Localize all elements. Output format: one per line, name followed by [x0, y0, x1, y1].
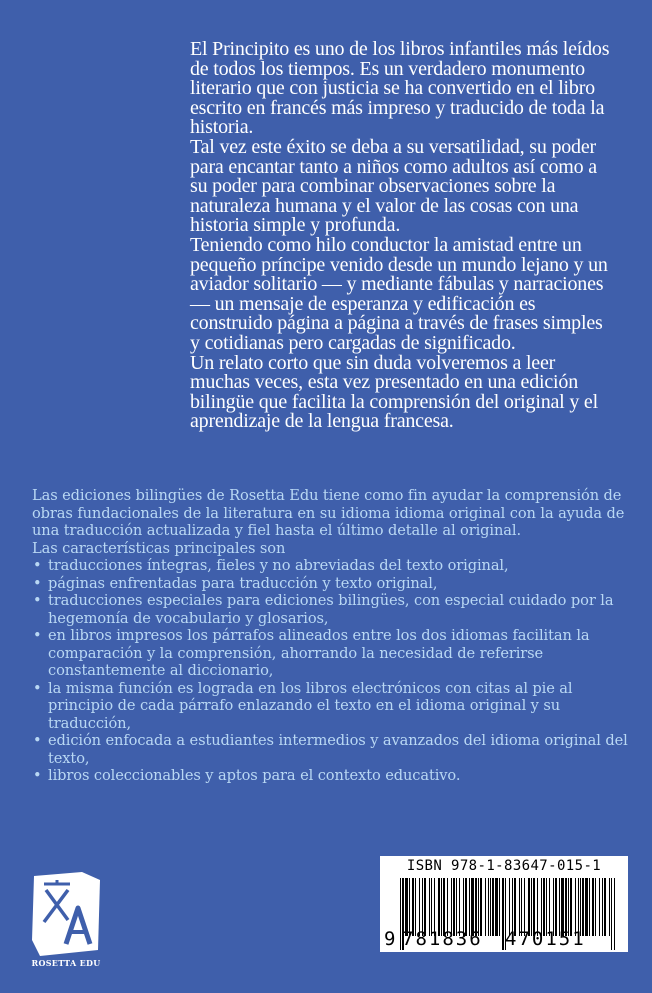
barcode-bar — [595, 878, 596, 936]
publisher-logo — [30, 870, 102, 974]
barcode-bar — [499, 878, 500, 936]
barcode-bar — [492, 878, 494, 936]
feature-item: • traducciones especiales para ediciones bilingües, con especial cuidado por la hegemonía de vocabulario y glosarios, — [32, 592, 628, 627]
barcode-digit-lead: 9 — [384, 928, 396, 950]
feature-item: • traducciones íntegras, fieles y no abreviadas del texto original, — [32, 557, 628, 575]
barcode-bar — [488, 878, 489, 936]
translate-icon — [30, 870, 102, 958]
publisher-name: ROSETTA EDU — [31, 958, 101, 968]
features-intro: Las ediciones bilingües de Rosetta Edu tiene como fin ayudar la comprensión de obras fundacionales de la literatura en su idioma idioma original con la ayuda de una traducción actualizada y fiel hasta el último detalle al original. — [32, 487, 625, 539]
barcode-bar — [485, 878, 486, 936]
barcode-bar — [604, 878, 606, 936]
barcode-bar — [614, 878, 615, 950]
feature-item: • páginas enfrentadas para traducción y texto original, — [32, 575, 628, 593]
back-cover-blurb — [190, 40, 610, 432]
barcode-bar — [589, 878, 590, 936]
blurb-paragraph: El Principito es uno de los libros infantiles más leídos de todos los tiempos. Es un verdadero monumento literario que con justicia se ha convertido en el libro escrito en francés más impreso y traducido de toda la historia. — [190, 38, 610, 139]
feature-item: • edición enfocada a estudiantes intermedios y avanzados del idioma original del texto, — [32, 732, 628, 767]
barcode-digit-group: 781836 — [402, 928, 483, 950]
barcode-bar — [611, 878, 612, 950]
feature-item: • en libros impresos los párrafos alineados entre los dos idiomas facilitan la comparación y la comprensión, ahorrando la necesidad de referirse constantemente al diccionario, — [32, 627, 628, 680]
blurb-paragraph: Un relato corto que sin duda volveremos a leer muchas veces, esta vez presentado en una edición bilingüe que facilita la comprensión del original y el aprendizaje de la lengua francesa. — [190, 351, 598, 433]
feature-item: • libros coleccionables y aptos para el contexto educativo. — [32, 767, 628, 785]
blurb-paragraph: Teniendo como hilo conductor la amistad entre un pequeño príncipe venido desde un mundo lejano y un aviador solitario — y mediante fábulas y narraciones — un mensaje de esperanza y edificación es construido página a página a través de frases simples y cotidianas pero cargadas de significado. — [190, 233, 608, 354]
features-lead: Las características principales son — [32, 539, 286, 557]
isbn-barcode — [380, 856, 628, 952]
barcode-bar — [599, 878, 600, 936]
barcode-bar — [502, 878, 504, 950]
barcode-bar — [592, 878, 594, 936]
barcode-bar — [490, 878, 491, 936]
barcode-bar — [602, 878, 603, 936]
barcode-bar — [495, 878, 498, 936]
barcode-digit-group: 470151 — [505, 928, 586, 950]
features-list — [32, 557, 628, 785]
feature-item: • la misma función es lograda en los libros electrónicos con citas al pie al principio de cada párrafo enlazando el texto en el idioma original y su traducción, — [32, 680, 628, 733]
edition-features — [32, 487, 628, 785]
barcode-bar — [400, 878, 401, 950]
blurb-paragraph: Tal vez este éxito se deba a su versatilidad, su poder para encantar tanto a niños como adultos así como a su poder para combinar observaciones sobre la naturaleza humana y el valor de las cosas con una historia simple y profunda. — [190, 135, 597, 237]
barcode-bar — [609, 878, 610, 936]
isbn-label: ISBN 978-1-83647-015-1 — [406, 858, 602, 874]
